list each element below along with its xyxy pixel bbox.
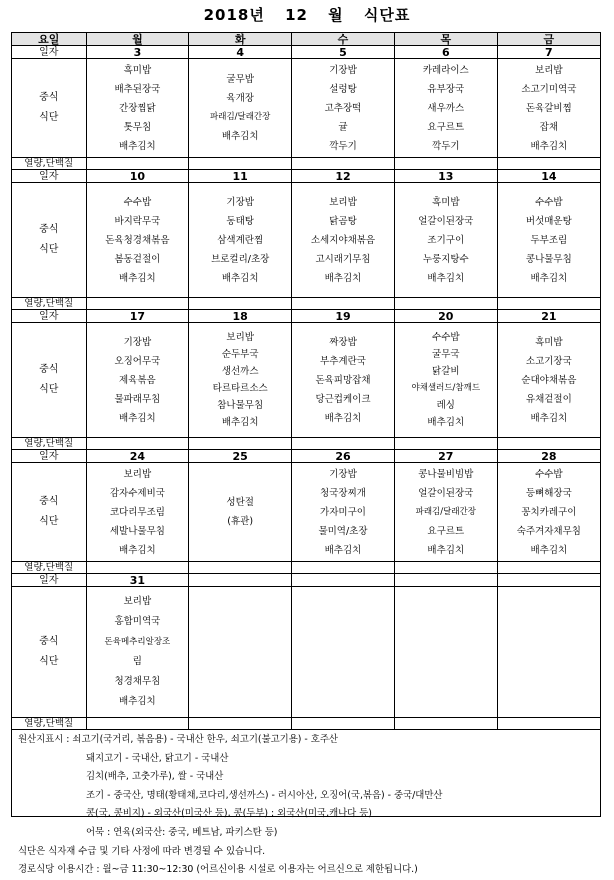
menu-cell (189, 59, 292, 158)
lunch-label-line: 중식 (39, 224, 59, 235)
nutrition-cell (292, 438, 395, 450)
date-cell: 21 (497, 310, 600, 323)
menu-item: 요구르트 (427, 525, 465, 537)
menu-item: 배추김치 (324, 412, 362, 424)
menu-item: 버섯매운탕 (525, 215, 572, 227)
lunch-menu-label (12, 59, 86, 158)
date-cell: 31 (86, 574, 189, 587)
menu-item: 순두부국 (221, 349, 259, 360)
menu-sheet (11, 32, 601, 876)
menu-item: 흑미밥 (535, 336, 563, 348)
menu-item: 굴무밥 (226, 74, 254, 85)
menu-item: 보리밥 (123, 596, 152, 607)
menu-item: 배추김치 (119, 140, 156, 152)
date-cell (497, 574, 600, 587)
origin-line: 어묵 : 연육(외국산: 중국, 베트남, 파키스탄 등) (86, 826, 278, 838)
nutrition-cell (394, 438, 497, 450)
menu-item: 청국장찌개 (320, 487, 366, 499)
date-cell: 7 (497, 46, 600, 59)
origin-line: 콩(국, 콩비지) - 외국산(미국산 등), 콩(두부) : 외국산(미국,캐나다 등) (86, 808, 372, 820)
lunch-menu-label (12, 463, 86, 562)
menu-cell (189, 183, 292, 298)
menu-item: 소세지야채볶음 (310, 234, 376, 246)
lunch-menu-label (12, 587, 86, 718)
date-row (12, 310, 600, 323)
menu-cell (86, 59, 189, 158)
nutrition-cell (497, 298, 600, 310)
menu-item: 배추김치 (324, 544, 362, 556)
menu-row (12, 183, 600, 298)
date-cell: 6 (394, 46, 497, 59)
nutrition-cell (86, 298, 189, 310)
nutrition-cell (497, 562, 600, 574)
nutrition-row (12, 438, 600, 450)
nutrition-cell (292, 718, 395, 730)
menu-item: 배추김치 (427, 544, 465, 556)
menu-cell (497, 59, 600, 158)
date-cell (189, 574, 292, 587)
menu-item: 보리밥 (535, 64, 563, 76)
menu-item: 유채겉절이 (525, 393, 572, 405)
menu-item: 배추김치 (530, 544, 568, 556)
date-label: 일자 (12, 450, 86, 463)
menu-item: 카레라이스 (422, 64, 469, 76)
nutrition-row (12, 718, 600, 730)
nutrition-cell (292, 562, 395, 574)
menu-item: 배추김치 (427, 272, 465, 284)
menu-item: 당근컵케이크 (315, 393, 371, 405)
menu-item: 동태탕 (226, 215, 254, 227)
nutrition-cell (86, 438, 189, 450)
nutrition-row (12, 298, 600, 310)
date-cell (292, 574, 395, 587)
menu-cell (189, 323, 292, 438)
menu-cell (497, 183, 600, 298)
menu-item: 배추김치 (221, 131, 259, 142)
nutrition-row (12, 562, 600, 574)
lunch-label-line: 중식 (39, 636, 59, 647)
menu-item: 참나물무침 (217, 400, 264, 411)
nutrition-cell (292, 158, 395, 170)
date-cell: 13 (394, 170, 497, 183)
origin-line: 김치(배추, 고춧가루), 쌀 - 국내산 (86, 771, 224, 783)
menu-item: 콩나물비빔밥 (418, 468, 474, 480)
nutrition-cell (86, 562, 189, 574)
menu-item: 닭곰탕 (329, 215, 357, 227)
menu-item: 물미역/초장 (318, 525, 368, 537)
notes-section (12, 730, 600, 880)
menu-item: 배추김치 (221, 417, 259, 428)
nutrition-cell (394, 158, 497, 170)
menu-item: 배추김치 (530, 272, 568, 284)
menu-item: 요구르트 (427, 121, 465, 133)
header-row (12, 33, 600, 46)
menu-cell (497, 587, 600, 718)
nutrition-label: 열량,단백질 (12, 298, 86, 310)
menu-item: 닭갈비 (432, 366, 460, 377)
origin-line: 조기 - 중국산, 명태(황태채,코다리,생선까스) - 러시아산, 오징어(국,볶음) - 중국/대만산 (86, 789, 443, 801)
menu-item: 배추된장국 (114, 83, 161, 95)
menu-cell (292, 463, 395, 562)
menu-cell (394, 183, 497, 298)
menu-item: 배추김치 (119, 696, 156, 707)
date-cell: 19 (292, 310, 395, 323)
date-row (12, 170, 600, 183)
date-cell: 3 (86, 46, 189, 59)
menu-item: 유부장국 (427, 83, 465, 95)
menu-item: 콩나물무침 (525, 253, 572, 265)
date-label: 일자 (12, 46, 86, 59)
menu-item: 육개장 (226, 93, 254, 104)
origin-line: 돼지고기 - 국내산, 닭고기 - 국내산 (86, 752, 229, 764)
date-label: 일자 (12, 170, 86, 183)
menu-item: 감자수제비국 (109, 487, 165, 499)
menu-item: 간장찜닭 (119, 102, 156, 114)
nutrition-label: 열량,단백질 (12, 158, 86, 170)
menu-cell (292, 59, 395, 158)
menu-cell (394, 323, 497, 438)
menu-item: 흑미밥 (123, 64, 152, 76)
menu-item: 잡채 (539, 121, 559, 133)
nutrition-label: 열량,단백질 (12, 718, 86, 730)
menu-cell (394, 587, 497, 718)
menu-item: 조기구이 (427, 234, 465, 246)
menu-item: 파래김/달래간장 (210, 112, 271, 122)
menu-item: 굴무국 (432, 349, 460, 360)
menu-item: 등뼈해장국 (525, 487, 572, 499)
nutrition-cell (189, 562, 292, 574)
date-cell: 4 (189, 46, 292, 59)
date-cell: 27 (394, 450, 497, 463)
weekday-header: 화 (189, 33, 292, 46)
date-cell (394, 574, 497, 587)
date-cell: 17 (86, 310, 189, 323)
date-cell: 18 (189, 310, 292, 323)
day-header: 요일 (12, 33, 86, 46)
menu-item: 돈육메추리알장조 (104, 637, 171, 647)
menu-item: 배추김치 (427, 417, 465, 428)
weekday-header: 금 (497, 33, 600, 46)
menu-item: 누룽지탕수 (422, 253, 469, 265)
menu-item: 두부조림 (530, 234, 568, 246)
menu-item: 가자미구이 (320, 506, 366, 518)
menu-item: 야채샐러드/참깨드 (411, 383, 481, 393)
nutrition-label: 열량,단백질 (12, 562, 86, 574)
menu-item: 소고기미역국 (521, 83, 577, 95)
menu-item: 수수밥 (432, 332, 460, 343)
date-row (12, 450, 600, 463)
nutrition-cell (497, 438, 600, 450)
menu-row (12, 59, 600, 158)
menu-row (12, 323, 600, 438)
menu-cell (394, 59, 497, 158)
date-cell: 10 (86, 170, 189, 183)
nutrition-row (12, 158, 600, 170)
menu-table (12, 33, 600, 730)
menu-item: 봄동겉절이 (114, 253, 161, 265)
menu-item: 보리밥 (123, 468, 152, 480)
menu-cell (86, 463, 189, 562)
lunch-menu-label (12, 323, 86, 438)
menu-cell (292, 323, 395, 438)
nutrition-cell (189, 718, 292, 730)
lunch-label-line: 식단 (39, 516, 59, 527)
weekday-header: 목 (394, 33, 497, 46)
nutrition-cell (189, 158, 292, 170)
menu-item: 림 (132, 656, 142, 667)
date-cell: 28 (497, 450, 600, 463)
menu-item: 생선까스 (221, 366, 259, 377)
nutrition-cell (189, 438, 292, 450)
nutrition-cell (497, 158, 600, 170)
lunch-label-line: 식단 (39, 112, 59, 123)
menu-item: 배추김치 (324, 272, 362, 284)
lunch-label-line: 중식 (39, 92, 59, 103)
menu-item: 레싱 (436, 400, 455, 411)
menu-item: 배추김치 (530, 412, 568, 424)
menu-item: 돈육갈비찜 (525, 102, 572, 114)
nutrition-cell (292, 298, 395, 310)
menu-item: 코다리무조림 (109, 506, 165, 518)
menu-row (12, 587, 600, 718)
menu-item: 배추김치 (221, 272, 259, 284)
nutrition-cell (497, 718, 600, 730)
menu-item: 기장밥 (329, 468, 357, 480)
menu-item: 기장밥 (226, 196, 254, 208)
hours-notice: 경로식당 이용시간 : 월~금 11:30~12:30 (어르신이용 시설로 이용자는 어르신으로 제한됩니다.) (18, 864, 418, 876)
nutrition-label: 열량,단백질 (12, 438, 86, 450)
menu-item: 물파래무침 (114, 393, 161, 405)
menu-item: 새우까스 (427, 102, 465, 114)
menu-item: 배추김치 (119, 544, 156, 556)
date-row (12, 574, 600, 587)
menu-item: 얼갈이된장국 (418, 487, 474, 499)
menu-item: 성탄절 (226, 497, 254, 508)
date-cell: 11 (189, 170, 292, 183)
menu-item: 배추김치 (119, 412, 156, 424)
menu-item: 깍두기 (432, 140, 460, 152)
menu-item: 설렁탕 (329, 83, 357, 95)
menu-item: 수수밥 (535, 196, 563, 208)
nutrition-cell (394, 298, 497, 310)
menu-cell (189, 463, 292, 562)
menu-item: 보리밥 (226, 332, 254, 343)
menu-item: 귤 (338, 121, 348, 133)
menu-cell (189, 587, 292, 718)
nutrition-cell (189, 298, 292, 310)
date-cell: 24 (86, 450, 189, 463)
date-cell: 14 (497, 170, 600, 183)
menu-item: 배추김치 (530, 140, 568, 152)
menu-item: 순대야채볶음 (521, 374, 577, 386)
menu-item: 흑미밥 (432, 196, 460, 208)
menu-item: 홍합미역국 (114, 616, 161, 627)
menu-item: 세발나물무침 (109, 525, 165, 537)
menu-item: 고시래기무침 (315, 253, 371, 265)
menu-item: 수수밥 (123, 196, 152, 208)
menu-cell (394, 463, 497, 562)
menu-cell (292, 587, 395, 718)
menu-item: 배추김치 (119, 272, 156, 284)
menu-item: 꽁치카레구이 (521, 506, 577, 518)
menu-item: 삼색계란찜 (217, 234, 264, 246)
origin-label: 원산지표시 : 쇠고기(국거리, 볶음용) - 국내산 한우, 쇠고기(불고기용) - 호주산 (18, 734, 338, 745)
change-notice: 식단은 식자재 수급 및 기타 사정에 따라 변경될 수 있습니다. (18, 845, 266, 857)
menu-cell (292, 183, 395, 298)
date-label: 일자 (12, 574, 86, 587)
menu-cell (86, 587, 189, 718)
date-cell: 12 (292, 170, 395, 183)
menu-item: 타르타르소스 (212, 383, 268, 394)
date-cell: 25 (189, 450, 292, 463)
menu-cell (497, 323, 600, 438)
menu-item: 제육볶음 (119, 374, 156, 386)
menu-item: 오징어무국 (114, 355, 161, 367)
date-row (12, 46, 600, 59)
menu-item: 깍두기 (329, 140, 357, 152)
nutrition-cell (86, 158, 189, 170)
menu-item: 돈육피망잡채 (315, 374, 371, 386)
date-cell: 20 (394, 310, 497, 323)
menu-item: 부추계란국 (320, 355, 366, 367)
lunch-label-line: 식단 (39, 244, 59, 255)
menu-item: 수수밥 (535, 468, 563, 480)
menu-item: 숙주겨자채무침 (516, 525, 581, 537)
menu-item: 소고기장국 (525, 355, 572, 367)
menu-item: 고추장떡 (324, 102, 362, 114)
menu-item: 브로컬리/초장 (211, 253, 270, 265)
menu-item: 보리밥 (329, 196, 357, 208)
menu-cell (86, 183, 189, 298)
menu-item: 얼갈이된장국 (418, 215, 474, 227)
menu-item: 돈육청경채볶음 (105, 234, 170, 246)
weekday-header: 수 (292, 33, 395, 46)
nutrition-cell (86, 718, 189, 730)
lunch-menu-label (12, 183, 86, 298)
nutrition-cell (394, 562, 497, 574)
weekday-header: 월 (86, 33, 189, 46)
menu-cell (86, 323, 189, 438)
lunch-label-line: 식단 (39, 384, 59, 395)
lunch-label-line: 중식 (39, 496, 59, 507)
date-label: 일자 (12, 310, 86, 323)
menu-item: 바지락무국 (114, 215, 161, 227)
date-cell: 5 (292, 46, 395, 59)
lunch-label-line: 중식 (39, 364, 59, 375)
menu-item: 기장밥 (329, 64, 357, 76)
page-title: 2018년 12 월 식단표 (203, 6, 411, 24)
menu-item: 청경채무침 (114, 676, 161, 687)
nutrition-cell (394, 718, 497, 730)
menu-item: 톳무침 (123, 121, 152, 133)
menu-row (12, 463, 600, 562)
menu-item: 짜장밥 (329, 336, 357, 348)
menu-cell (497, 463, 600, 562)
lunch-label-line: 식단 (39, 656, 59, 667)
menu-item: 기장밥 (123, 336, 152, 348)
date-cell: 26 (292, 450, 395, 463)
menu-item: 파래김/달래간장 (415, 506, 476, 517)
menu-item: (휴관) (227, 516, 254, 527)
